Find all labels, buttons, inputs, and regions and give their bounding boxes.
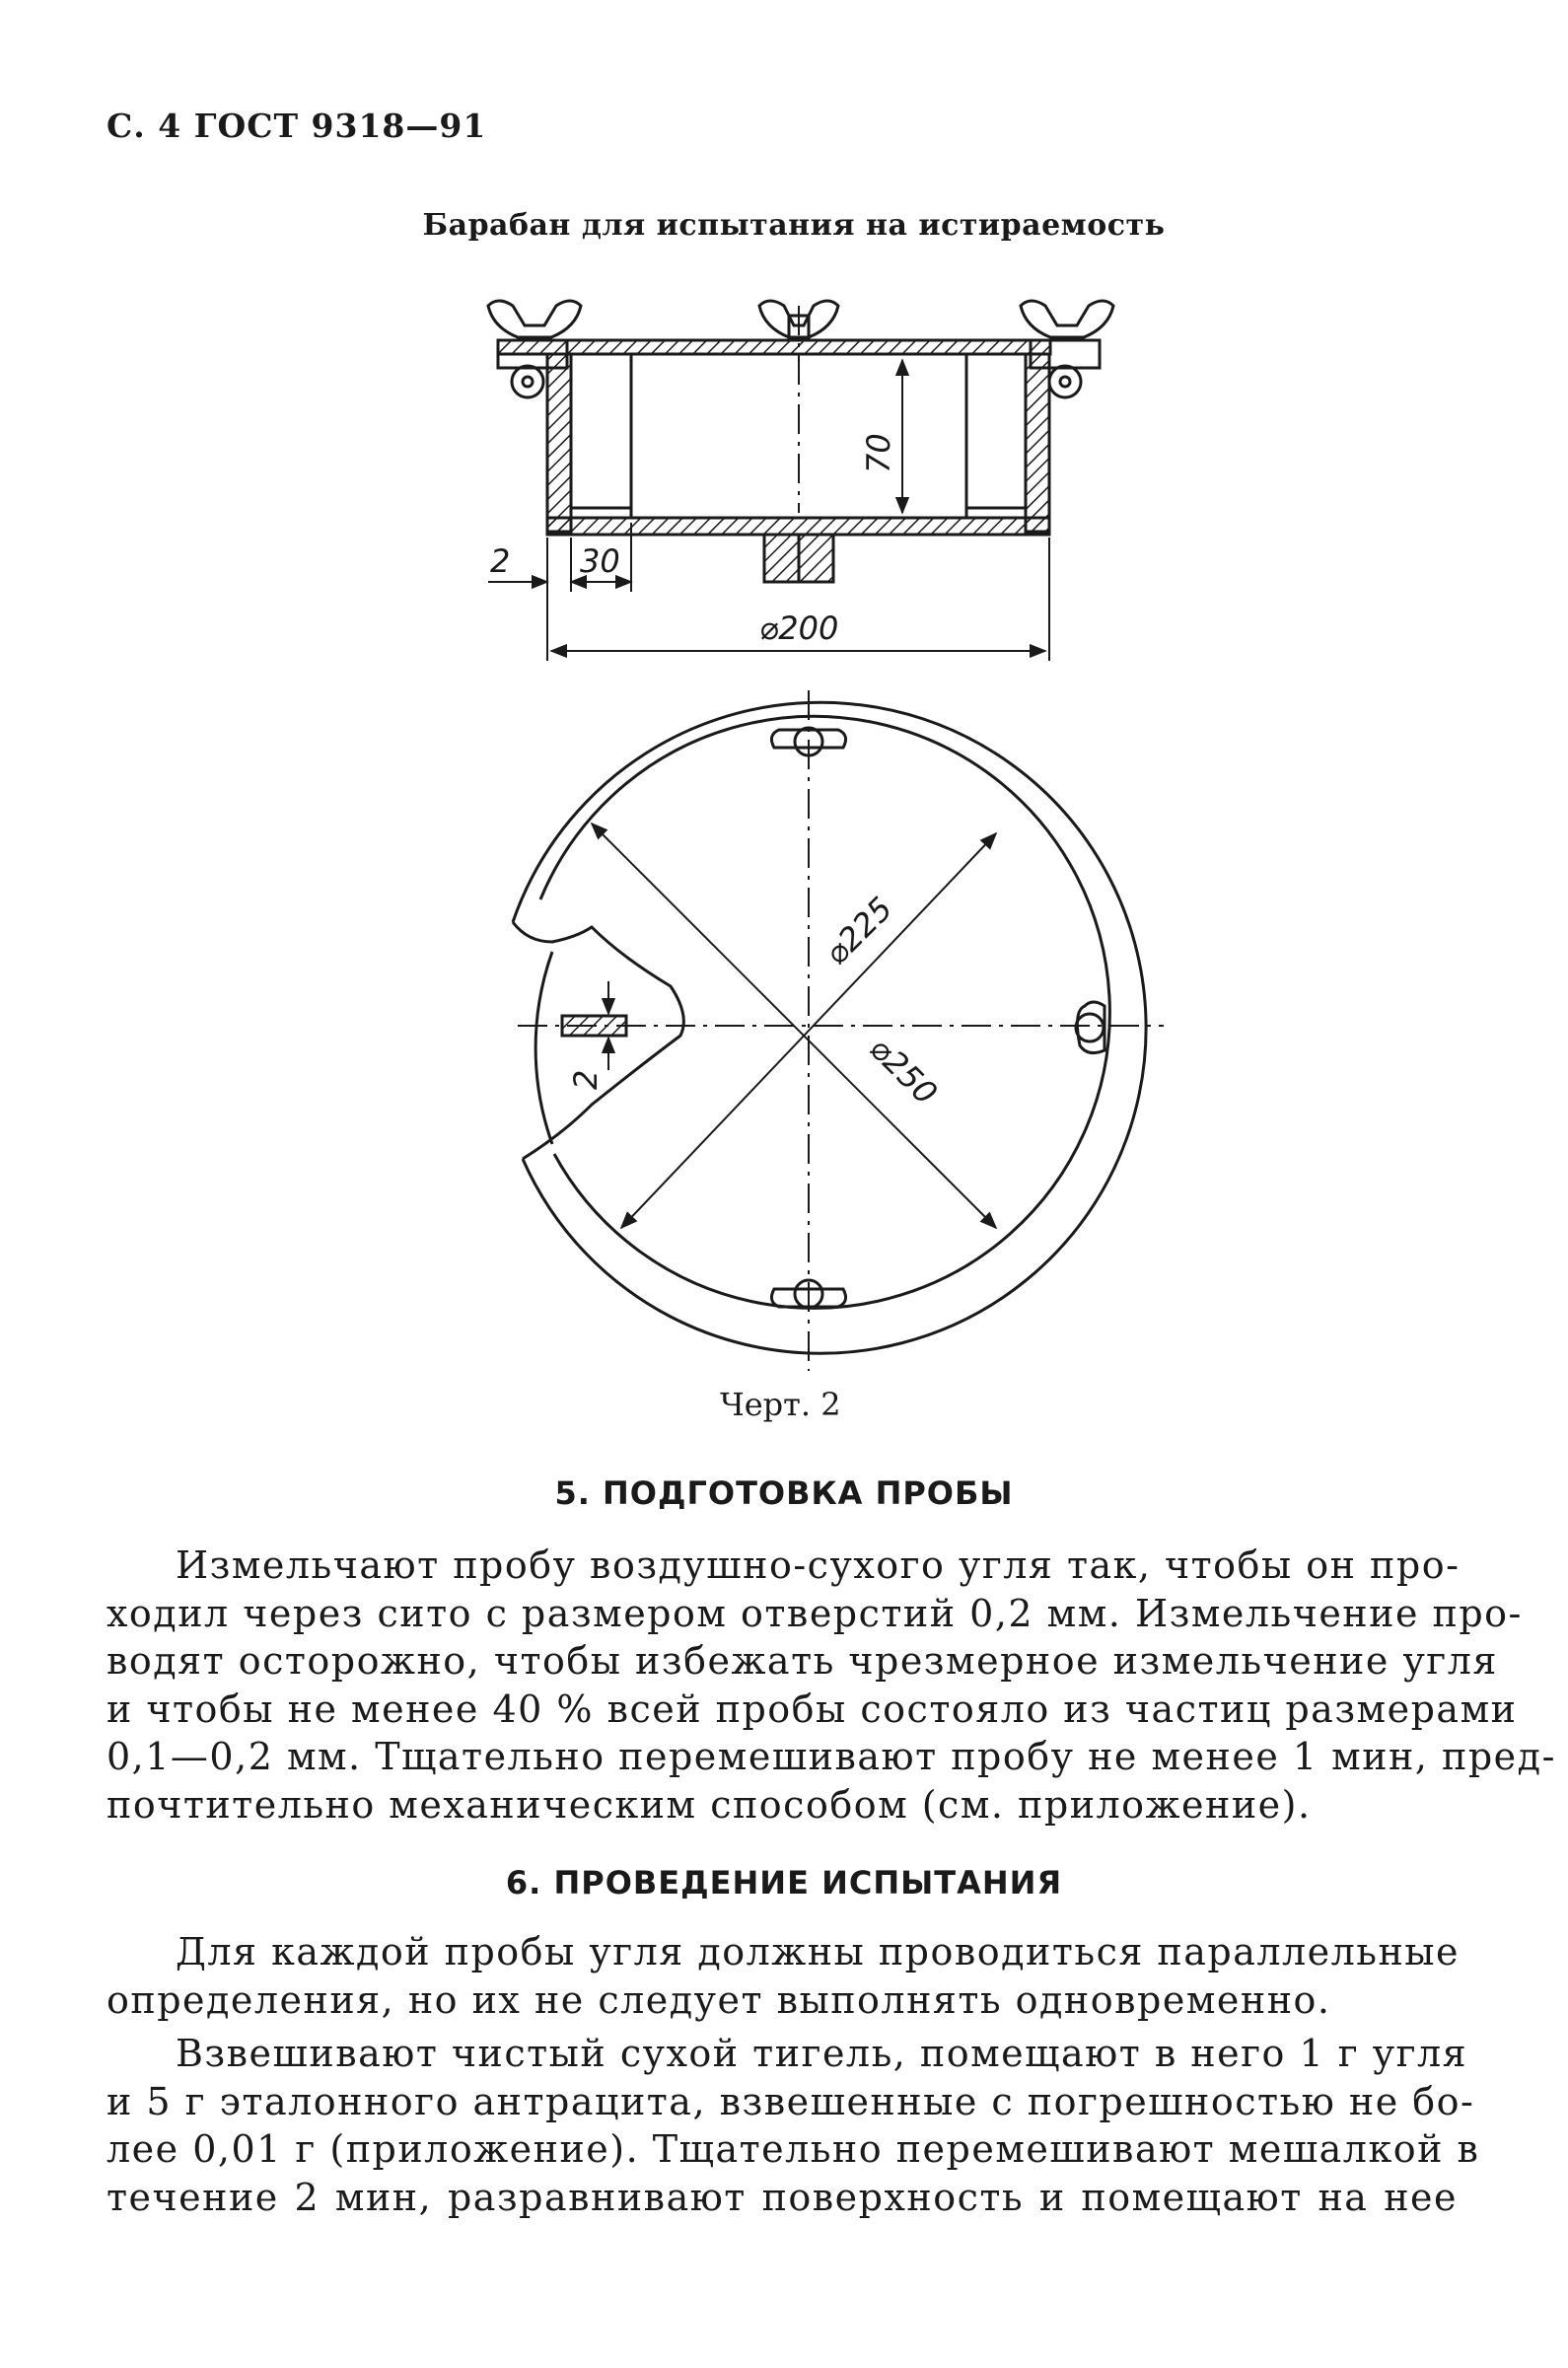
dim-rib: 2	[567, 1069, 605, 1090]
text-line: определения, но их не следует выполнять одновременно.	[107, 1977, 1331, 2022]
section-5-title: 5. ПОДГОТОВКА ПРОБЫ	[554, 1474, 1014, 1512]
text-line: Взвешивают чистый сухой тигель, помещают в него 1 г угля	[176, 2032, 1468, 2075]
figure-caption: Черт. 2	[720, 1386, 841, 1423]
text-line: течение 2 мин, разравнивают поверхность и помещают на нее	[107, 2175, 1458, 2219]
side-section-view	[488, 301, 1113, 661]
section-6-para-1	[107, 1928, 1461, 2024]
text-line: ходил через сито с размером отверстий 0,2 мм. Измельчение про-	[107, 1591, 1523, 1635]
plan-view	[513, 690, 1164, 1371]
dim-inner: 30	[580, 542, 620, 580]
text-line: Для каждой пробы угля должны проводиться параллельные	[176, 1930, 1461, 1973]
dim-dia-250: ⌀250	[862, 1029, 946, 1112]
text-line: 0,1—0,2 мм. Тщательно перемешивают пробу не менее 1 мин, пред-	[107, 1735, 1556, 1778]
text-line: почтительно механическим способом (см. приложение).	[107, 1782, 1312, 1827]
figure-title: Барабан для испытания на истираемость	[422, 208, 1166, 243]
section-6-para-2	[107, 2030, 1480, 2221]
wing-nut-icon	[1076, 1002, 1105, 1053]
text-line: лее 0,01 г (приложение). Тщательно перемешивают мешалкой в	[107, 2127, 1480, 2171]
dim-wall: 2	[490, 542, 511, 580]
dim-height: 70	[860, 433, 897, 473]
dim-outer-dia: ⌀200	[759, 610, 839, 647]
section-5-body	[107, 1542, 1556, 1829]
dim-dia-225: ⌀225	[817, 889, 900, 972]
section-6-title: 6. ПРОВЕДЕНИЕ ИСПЫТАНИЯ	[505, 1864, 1063, 1902]
text-line: и 5 г эталонного антрацита, взвешенные с погрешностью не бо-	[107, 2079, 1475, 2123]
text-line: водят осторожно, чтобы избежать чрезмерное измельчение угля	[107, 1639, 1498, 1683]
running-head: С. 4 ГОСТ 9318—91	[107, 107, 487, 145]
text-line: Измельчают пробу воздушно-сухого угля так, чтобы он про-	[176, 1543, 1461, 1587]
text-line: и чтобы не менее 40 % всей пробы состояло из частиц размерами	[107, 1686, 1518, 1731]
